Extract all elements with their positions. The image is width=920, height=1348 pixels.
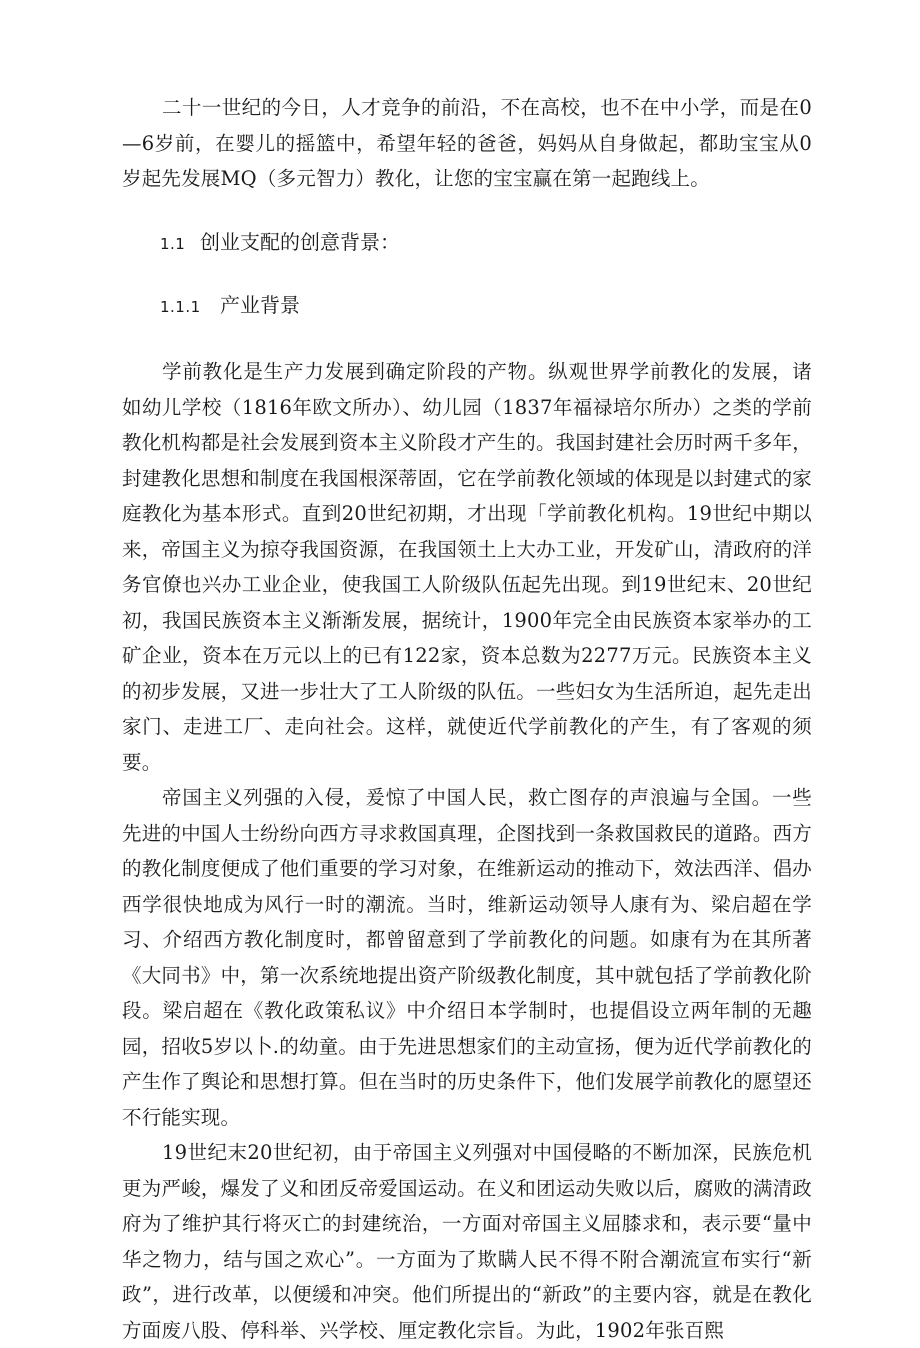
body-text [122, 354, 812, 1348]
subsection-heading [160, 289, 300, 318]
subsection-number: 1.1.1 [160, 298, 201, 316]
section-heading [160, 226, 400, 255]
paragraph-reform-thinkers: 帝国主义列强的入侵，爰惊了中国人民，救亡图存的声浪遍与全国。一些先进的中国人士纷纷向西方寻求救国真理，企图找到一条救国救民的道路。西方的教化制度便成了他们重要的学习对象，在维新运动的推动下，效法西洋、倡办西学很快地成为风行一时的潮流。当时，维新运动领导人康有为、梁启超在学习、介绍西方教化制度时，都曾留意到了学前教化的问题。如康有为在其所著《大同书》中，第一次系统地提出资产阶级教化制度，其中就包括了学前教化阶段。梁启超在《教化政策私议》中介绍日本学制时，也提倡设立两年制的无趣园，招收5岁以卜.的幼童。由于先进思想家们的主动宣扬，便为近代学前教化的产生作了舆论和思想打算。但在当时的历史条件下，他们发展学前教化的愿望还不行能实现。 [122, 786, 812, 1129]
paragraph-industry-background: 学前教化是生产力发展到确定阶段的产物。纵观世界学前教化的发展，诸如幼儿学校（1816年欧文所办）、幼儿园（1837年福禄培尔所办）之类的学前教化机构都是社会发展到资本主义阶段才产生的。我国封建社会历时两千多年，封建教化思想和制度在我国根深蒂固，它在学前教化领域的体现是以封建式的家庭教化为基本形式。直到20世纪初期，才出现「学前教化机构。19世纪中期以来，帝国主义为掠夺我国资源，在我国领土上大办工业，开发矿山，清政府的洋务官僚也兴办工业企业，使我国工人阶级队伍起先出现。到19世纪末、20世纪初，我国民族资本主义渐渐发展，据统计，1900年完全由民族资本家举办的工矿企业，资本在万元以上的已有122家，资本总数为2277万元。民族资本主义的初步发展，又进一步壮大了工人阶级的队伍。一些妇女为生活所迫，起先走出家门、走进工厂、走向社会。这样，就使近代学前教化的产生，有了客观的须要。 [122, 360, 812, 774]
section-title: 创业支配的创意背景： [200, 230, 400, 254]
section-number: 1.1 [160, 235, 186, 253]
paragraph-new-policy: 19世纪末20世纪初，由于帝国主义列强对中国侵略的不断加深，民族危机更为严峻，爆发了义和团反帝爱国运动。在义和团运动失败以后，腐败的满清政府为了维护其行将灭亡的封建统治，一方面对帝国主义屈膝求和，表示要“量中华之物力，结与国之欢心”。一方面为了欺瞒人民不得不附合潮流宣布实行“新政”，进行改革，以便缓和冲突。他们所提出的“新政”的主要内容，就是在教化方面废八股、停科举、兴学校、厘定教化宗旨。为此，1902年张百熙 [122, 1141, 812, 1342]
intro-paragraph: 二十一世纪的今日，人才竞争的前沿，不在高校，也不在中小学，而是在0—6岁前，在婴儿的摇篮中，希望年轻的爸爸，妈妈从自身做起，都助宝宝从0岁起先发展MQ（多元智力）教化，让您的宝宝赢在第一起跑线上。 [122, 96, 812, 190]
subsection-title: 产业背景 [220, 293, 300, 317]
